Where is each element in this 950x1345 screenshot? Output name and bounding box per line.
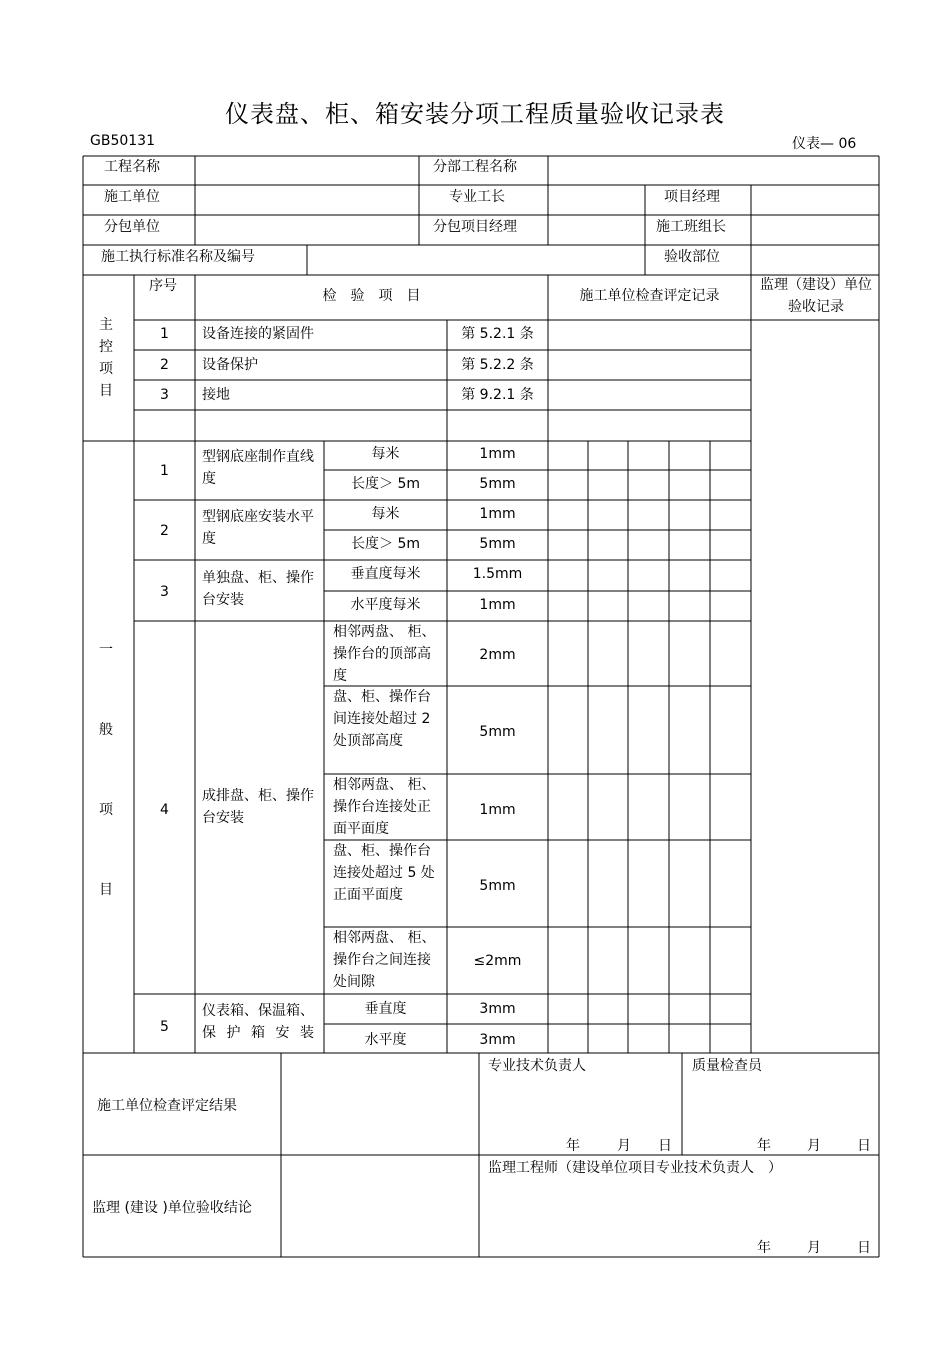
main-item-no: 1 [160,326,169,342]
project-name-label: 工程名称 [104,159,160,175]
page-title: 仪表盘、柜、箱安装分项工程质量验收记录表 [225,100,725,128]
foreman-label: 专业工长 [449,189,505,205]
general-item-name: 单独盘、柜、操作台安装 [202,570,314,608]
date-day: 日 [658,1138,672,1154]
date-month: 月 [807,1240,821,1256]
sub-item-tolerance: 3mm [479,1001,516,1017]
supervisor-engineer-label: 监理工程师（建设单位项目专业技术负责人 ） [488,1160,782,1176]
sub-item-tolerance: 1.5mm [472,566,523,582]
supervisor-record-header: 监理（建设）单位验收记录 [760,277,872,315]
main-item-clause: 第 9.2.1 条 [461,387,534,403]
sub-item-tolerance: 1mm [479,597,516,613]
sub-item-name: 盘、柜、操作台连接处超过 5 处正面平面度 [333,843,435,903]
general-item-no: 2 [160,523,169,539]
main-item-clause: 第 5.2.2 条 [461,357,534,373]
general-item-no: 5 [160,1019,169,1035]
sub-item-tolerance: 5mm [479,536,516,552]
inspection-location-label: 验收部位 [664,249,720,265]
sub-item-name: 相邻两盘、 柜、操作台的顶部高度 [333,624,436,684]
sub-item-name: 长度＞ 5m [351,476,420,492]
sub-item-name: 水平度每米 [350,597,421,613]
general-label: 一般项目 [99,642,113,898]
general-item-name: 成排盘、柜、操作台安装 [202,788,314,826]
contractor-label: 施工单位 [104,189,160,205]
sub-item-tolerance: 3mm [479,1032,516,1048]
form-code: 仪表— 06 [792,136,857,152]
sub-item-name: 每米 [371,446,400,462]
sub-item-tolerance: 2mm [479,647,516,663]
item-header: 检 验 项 目 [322,288,421,304]
sub-item-tolerance: 1mm [479,802,516,818]
general-item-name: 型钢底座制作直线度 [202,449,314,487]
date-day: 日 [857,1240,871,1256]
sub-item-tolerance: 5mm [479,476,516,492]
contractor-record-header: 施工单位检查评定记录 [579,288,720,304]
general-item-no: 4 [160,802,169,818]
tech-lead-label: 专业技术负责人 [488,1058,586,1074]
contractor-result-label: 施工单位检查评定结果 [97,1098,237,1114]
project-manager-label: 项目经理 [664,189,720,205]
sub-item-tolerance: 5mm [479,878,516,894]
main-item-no: 2 [160,357,169,373]
main-item-clause: 第 5.2.1 条 [461,326,534,342]
main-item-name: 接地 [202,387,230,403]
sub-item-tolerance: 1mm [479,506,516,522]
team-leader-label: 施工班组长 [656,219,726,235]
general-item-no: 1 [160,463,169,479]
sub-item-tolerance: 5mm [479,724,516,740]
seq-header: 序号 [149,278,177,294]
qc-inspector-label: 质量检查员 [692,1058,762,1074]
subcontractor-label: 分包单位 [104,219,160,235]
sub-item-name: 垂直度 [364,1001,407,1017]
date-year: 年 [757,1138,771,1154]
date-month: 月 [807,1138,821,1154]
sub-item-name: 每米 [371,506,400,522]
date-month: 月 [617,1138,631,1154]
supervisor-conclusion-label: 监理 (建设 )单位验收结论 [92,1200,252,1216]
sub-item-name: 盘、柜、操作台间连接处超过 2 处顶部高度 [333,689,431,749]
main-item-name: 设备保护 [202,357,258,373]
division-name-label: 分部工程名称 [433,159,517,175]
standard-name-label: 施工执行标准名称及编号 [101,249,255,265]
main-control-label: 主控项目 [99,317,113,399]
general-item-name: 型钢底座安装水平度 [202,509,314,547]
date-day: 日 [857,1138,871,1154]
date-year: 年 [566,1138,580,1154]
sub-item-tolerance: ≤2mm [473,953,522,969]
sub-item-name: 长度＞ 5m [351,536,420,552]
sub-project-manager-label: 分包项目经理 [433,219,517,235]
date-year: 年 [757,1240,771,1256]
standard-code: GB50131 [90,133,155,149]
main-item-no: 3 [160,387,169,403]
sub-item-name: 相邻两盘、 柜、操作台之间连接处间隙 [333,930,436,990]
sub-item-tolerance: 1mm [479,446,516,462]
sub-item-name: 垂直度每米 [350,566,421,582]
general-item-name: 仪表箱、保温箱、保护箱安装 [202,1003,314,1041]
sub-item-name: 水平度 [364,1032,407,1048]
main-item-name: 设备连接的紧固件 [202,326,314,342]
general-item-no: 3 [160,584,169,600]
sub-item-name: 相邻两盘、 柜、操作台连接处正面平面度 [333,777,436,837]
